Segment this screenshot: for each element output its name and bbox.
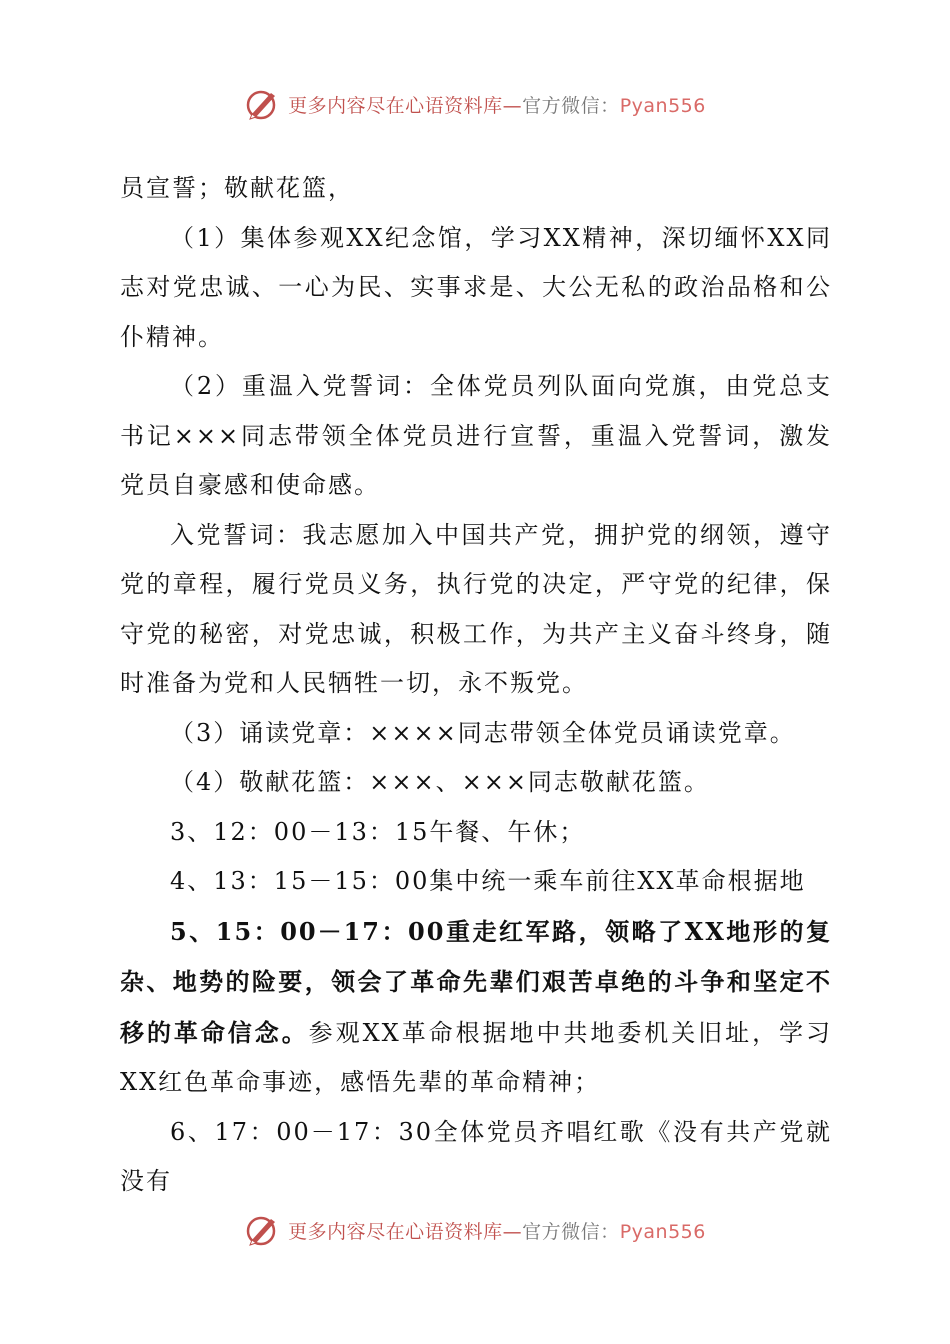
paragraph-schedule-6: 6、17：00－17：30全体党员齐唱红歌《没有共产党就没有 xyxy=(120,1117,832,1195)
footer-wechat-id: Pyan556 xyxy=(619,1220,706,1243)
paragraph-schedule-4: 4、13：15－15：00集中统一乘车前往XX革命根据地 xyxy=(170,867,806,895)
paragraph-item-3: （3）诵读党章：××××同志带领全体党员诵读党章。 xyxy=(170,718,796,747)
footer-wechat-label: 官方微信： xyxy=(522,1220,620,1243)
document-body xyxy=(120,164,832,1207)
paragraph-item-1: （1）集体参观XX纪念馆，学习XX精神，深切缅怀XX同志对党忠诚、一心为民、实事求是、大公无私的政治品格和公仆精神。 xyxy=(120,223,832,351)
footer-separator: — xyxy=(502,1220,523,1243)
header-brand: 更多内容尽在心语资料库 xyxy=(288,94,503,117)
page-footer xyxy=(0,1212,950,1248)
paragraph-oath: 入党誓词：我志愿加入中国共产党，拥护党的纲领，遵守党的章程，履行党员义务，执行党的决定，严守党的纪律，保守党的秘密，对党忠诚，积极工作，为共产主义奋斗终身，随时准备为党和人民牺牲一切，永不叛党。 xyxy=(120,520,832,697)
header-text xyxy=(288,91,706,118)
header-separator: — xyxy=(502,94,523,117)
paragraph-continuation: 员宣誓；敬献花篮， xyxy=(120,174,354,202)
header-wechat-label: 官方微信： xyxy=(522,94,620,117)
paragraph-schedule-5-bold: 5、15：00－17：00重走红军路，领略了XX地形的复杂、地势的险要，领会了革命先辈们艰苦卓绝的斗争和坚定不移的革命信念。 xyxy=(120,916,832,1047)
footer-brand: 更多内容尽在心语资料库 xyxy=(288,1220,503,1243)
pen-logo-icon xyxy=(244,1212,280,1248)
header-wechat-id: Pyan556 xyxy=(619,94,706,117)
paragraph-schedule-5 xyxy=(120,907,832,1108)
page-header xyxy=(0,86,950,122)
paragraph-item-4: （4）敬献花篮：×××、×××同志敬献花篮。 xyxy=(170,768,710,796)
footer-text xyxy=(288,1217,706,1244)
paragraph-item-2: （2）重温入党誓词：全体党员列队面向党旗，由党总支书记×××同志带领全体党员进行宣誓，重温入党誓词，激发党员自豪感和使命感。 xyxy=(120,372,832,499)
paragraph-schedule-3: 3、12：00－13：15午餐、午休； xyxy=(170,817,586,846)
paragraph-schedule-5-rest: 参观XX革命根据地中共地委机关旧址，学习XX红色革命事迹，感悟先辈的革命精神； xyxy=(120,1018,832,1096)
pen-logo-icon xyxy=(244,86,280,122)
